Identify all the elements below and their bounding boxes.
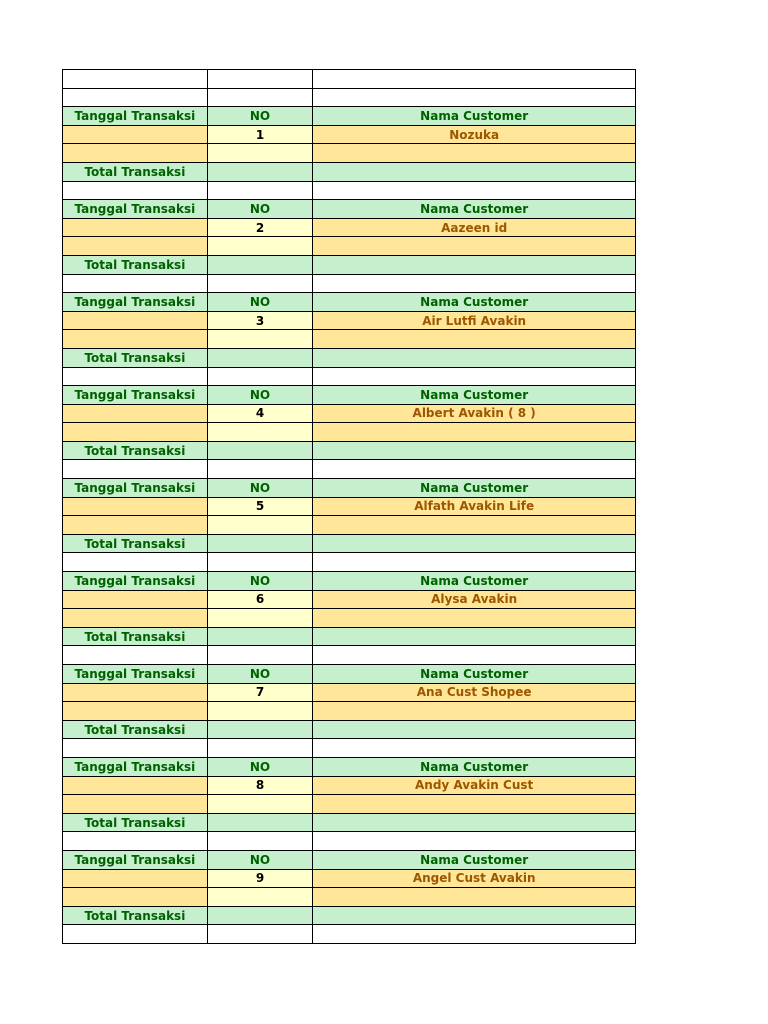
total-value-cell[interactable] [207, 906, 313, 925]
total-value-cell[interactable] [207, 348, 313, 367]
total-label-cell[interactable]: Total Transaksi [63, 813, 208, 832]
no-header-cell[interactable]: NO [207, 200, 313, 219]
customer-header-cell[interactable]: Nama Customer [313, 293, 636, 312]
cell[interactable] [63, 702, 208, 721]
cell[interactable] [63, 460, 208, 479]
blank-row [63, 88, 636, 107]
transaction-sheet [62, 69, 636, 944]
cell[interactable] [207, 646, 313, 665]
transaction-no-cell[interactable]: 4 [207, 404, 313, 423]
cell[interactable] [313, 702, 636, 721]
transaction-date-cell[interactable] [63, 311, 208, 330]
cell[interactable] [313, 534, 636, 553]
customer-header-cell[interactable]: Nama Customer [313, 850, 636, 869]
sheet-body [63, 70, 636, 944]
date-header-cell[interactable]: Tanggal Transaksi [63, 850, 208, 869]
cell[interactable] [313, 441, 636, 460]
transaction-row [63, 404, 636, 423]
header-row [63, 850, 636, 869]
cell[interactable] [63, 516, 208, 535]
no-header-cell[interactable]: NO [207, 572, 313, 591]
cell[interactable] [63, 274, 208, 293]
customer-name-cell[interactable]: Angel Cust Avakin [313, 869, 636, 888]
transaction-no-cell[interactable]: 3 [207, 311, 313, 330]
total-row [63, 441, 636, 460]
customer-header-cell[interactable]: Nama Customer [313, 572, 636, 591]
cell[interactable] [207, 925, 313, 944]
transaction-date-cell[interactable] [63, 776, 208, 795]
detail-row [63, 888, 636, 907]
customer-name-cell[interactable]: Andy Avakin Cust [313, 776, 636, 795]
transaction-row [63, 497, 636, 516]
cell[interactable] [63, 739, 208, 758]
blank-row [63, 832, 636, 851]
cell[interactable] [313, 460, 636, 479]
total-value-cell[interactable] [207, 720, 313, 739]
date-header-cell[interactable]: Tanggal Transaksi [63, 386, 208, 405]
transaction-row [63, 869, 636, 888]
cell[interactable] [63, 237, 208, 256]
detail-row [63, 795, 636, 814]
total-row [63, 255, 636, 274]
cell[interactable] [207, 367, 313, 386]
total-label-cell[interactable]: Total Transaksi [63, 906, 208, 925]
cell[interactable] [63, 609, 208, 628]
customer-name-cell[interactable]: Nozuka [313, 125, 636, 144]
total-value-cell[interactable] [207, 813, 313, 832]
total-label-cell[interactable]: Total Transaksi [63, 627, 208, 646]
cell[interactable] [313, 906, 636, 925]
customer-header-cell[interactable]: Nama Customer [313, 386, 636, 405]
cell[interactable] [207, 274, 313, 293]
transaction-date-cell[interactable] [63, 497, 208, 516]
cell[interactable] [63, 144, 208, 163]
cell[interactable] [313, 423, 636, 442]
customer-name-cell[interactable]: Alysa Avakin [313, 590, 636, 609]
transaction-no-cell[interactable]: 6 [207, 590, 313, 609]
no-header-cell[interactable]: NO [207, 293, 313, 312]
cell[interactable] [313, 888, 636, 907]
customer-header-cell[interactable]: Nama Customer [313, 107, 636, 126]
date-header-cell[interactable]: Tanggal Transaksi [63, 572, 208, 591]
cell[interactable] [313, 627, 636, 646]
cell[interactable] [63, 795, 208, 814]
detail-row [63, 702, 636, 721]
cell[interactable] [207, 88, 313, 107]
cell[interactable] [63, 832, 208, 851]
date-header-cell[interactable]: Tanggal Transaksi [63, 200, 208, 219]
blank-row [63, 367, 636, 386]
blank-row [63, 181, 636, 200]
cell[interactable] [313, 739, 636, 758]
total-value-cell[interactable] [207, 162, 313, 181]
cell[interactable] [313, 181, 636, 200]
cell[interactable] [313, 553, 636, 572]
total-row [63, 813, 636, 832]
header-row [63, 479, 636, 498]
cell[interactable] [63, 423, 208, 442]
cell[interactable] [63, 181, 208, 200]
blank-row [63, 70, 636, 89]
customer-header-cell[interactable]: Nama Customer [313, 757, 636, 776]
cell[interactable] [313, 646, 636, 665]
header-row [63, 572, 636, 591]
cell[interactable] [313, 516, 636, 535]
cell[interactable] [313, 255, 636, 274]
cell[interactable] [207, 144, 313, 163]
detail-row [63, 144, 636, 163]
cell[interactable] [313, 237, 636, 256]
cell[interactable] [313, 88, 636, 107]
header-row [63, 757, 636, 776]
no-header-cell[interactable]: NO [207, 386, 313, 405]
total-row [63, 162, 636, 181]
cell[interactable] [63, 70, 208, 89]
transaction-row [63, 776, 636, 795]
customer-name-cell[interactable]: Air Lutfi Avakin [313, 311, 636, 330]
transaction-no-cell[interactable]: 2 [207, 218, 313, 237]
cell[interactable] [63, 553, 208, 572]
no-header-cell[interactable]: NO [207, 107, 313, 126]
cell[interactable] [313, 795, 636, 814]
cell[interactable] [207, 237, 313, 256]
no-header-cell[interactable]: NO [207, 850, 313, 869]
cell[interactable] [207, 739, 313, 758]
date-header-cell[interactable]: Tanggal Transaksi [63, 757, 208, 776]
date-header-cell[interactable]: Tanggal Transaksi [63, 107, 208, 126]
total-value-cell[interactable] [207, 627, 313, 646]
transaction-row [63, 311, 636, 330]
detail-row [63, 609, 636, 628]
no-header-cell[interactable]: NO [207, 479, 313, 498]
transaction-date-cell[interactable] [63, 683, 208, 702]
customer-name-cell[interactable]: Alfath Avakin Life [313, 497, 636, 516]
blank-row [63, 646, 636, 665]
cell[interactable] [313, 330, 636, 349]
detail-row [63, 423, 636, 442]
customer-header-cell[interactable]: Nama Customer [313, 665, 636, 684]
header-row [63, 200, 636, 219]
transaction-date-cell[interactable] [63, 590, 208, 609]
cell[interactable] [313, 813, 636, 832]
total-label-cell[interactable]: Total Transaksi [63, 348, 208, 367]
cell[interactable] [63, 88, 208, 107]
total-row [63, 627, 636, 646]
transaction-row [63, 590, 636, 609]
cell[interactable] [207, 70, 313, 89]
cell[interactable] [63, 646, 208, 665]
cell[interactable] [313, 925, 636, 944]
cell[interactable] [313, 832, 636, 851]
cell[interactable] [207, 460, 313, 479]
total-label-cell[interactable]: Total Transaksi [63, 162, 208, 181]
cell[interactable] [313, 609, 636, 628]
blank-row [63, 739, 636, 758]
cell[interactable] [207, 702, 313, 721]
transaction-no-cell[interactable]: 5 [207, 497, 313, 516]
cell[interactable] [63, 330, 208, 349]
transaction-no-cell[interactable]: 7 [207, 683, 313, 702]
cell[interactable] [207, 181, 313, 200]
blank-row [63, 274, 636, 293]
cell[interactable] [207, 330, 313, 349]
transaction-date-cell[interactable] [63, 404, 208, 423]
customer-name-cell[interactable]: Ana Cust Shopee [313, 683, 636, 702]
transaction-date-cell[interactable] [63, 218, 208, 237]
cell[interactable] [207, 832, 313, 851]
cell[interactable] [313, 348, 636, 367]
customer-header-cell[interactable]: Nama Customer [313, 479, 636, 498]
date-header-cell[interactable]: Tanggal Transaksi [63, 293, 208, 312]
transaction-row [63, 683, 636, 702]
transaction-row [63, 125, 636, 144]
header-row [63, 107, 636, 126]
cell[interactable] [313, 720, 636, 739]
cell[interactable] [313, 274, 636, 293]
customer-name-cell[interactable]: Aazeen id [313, 218, 636, 237]
header-row [63, 293, 636, 312]
total-value-cell[interactable] [207, 534, 313, 553]
cell[interactable] [313, 70, 636, 89]
cell[interactable] [207, 553, 313, 572]
customer-header-cell[interactable]: Nama Customer [313, 200, 636, 219]
date-header-cell[interactable]: Tanggal Transaksi [63, 665, 208, 684]
total-row [63, 906, 636, 925]
blank-row [63, 460, 636, 479]
cell[interactable] [207, 609, 313, 628]
cell[interactable] [207, 423, 313, 442]
detail-row [63, 330, 636, 349]
cell[interactable] [63, 925, 208, 944]
transaction-no-cell[interactable]: 9 [207, 869, 313, 888]
transaction-no-cell[interactable]: 1 [207, 125, 313, 144]
header-row [63, 665, 636, 684]
transaction-date-cell[interactable] [63, 869, 208, 888]
detail-row [63, 237, 636, 256]
header-row [63, 386, 636, 405]
cell[interactable] [63, 888, 208, 907]
cell[interactable] [63, 367, 208, 386]
no-header-cell[interactable]: NO [207, 757, 313, 776]
detail-row [63, 516, 636, 535]
customer-name-cell[interactable]: Albert Avakin ( 8 ) [313, 404, 636, 423]
transaction-date-cell[interactable] [63, 125, 208, 144]
total-label-cell[interactable]: Total Transaksi [63, 441, 208, 460]
transaction-row [63, 218, 636, 237]
total-row [63, 534, 636, 553]
total-row [63, 720, 636, 739]
total-label-cell[interactable]: Total Transaksi [63, 255, 208, 274]
total-value-cell[interactable] [207, 441, 313, 460]
total-label-cell[interactable]: Total Transaksi [63, 534, 208, 553]
transaction-no-cell[interactable]: 8 [207, 776, 313, 795]
cell[interactable] [313, 144, 636, 163]
total-value-cell[interactable] [207, 255, 313, 274]
cell[interactable] [207, 888, 313, 907]
cell[interactable] [207, 795, 313, 814]
total-row [63, 348, 636, 367]
cell[interactable] [313, 367, 636, 386]
date-header-cell[interactable]: Tanggal Transaksi [63, 479, 208, 498]
total-label-cell[interactable]: Total Transaksi [63, 720, 208, 739]
cell[interactable] [313, 162, 636, 181]
blank-row [63, 925, 636, 944]
blank-row [63, 553, 636, 572]
no-header-cell[interactable]: NO [207, 665, 313, 684]
cell[interactable] [207, 516, 313, 535]
